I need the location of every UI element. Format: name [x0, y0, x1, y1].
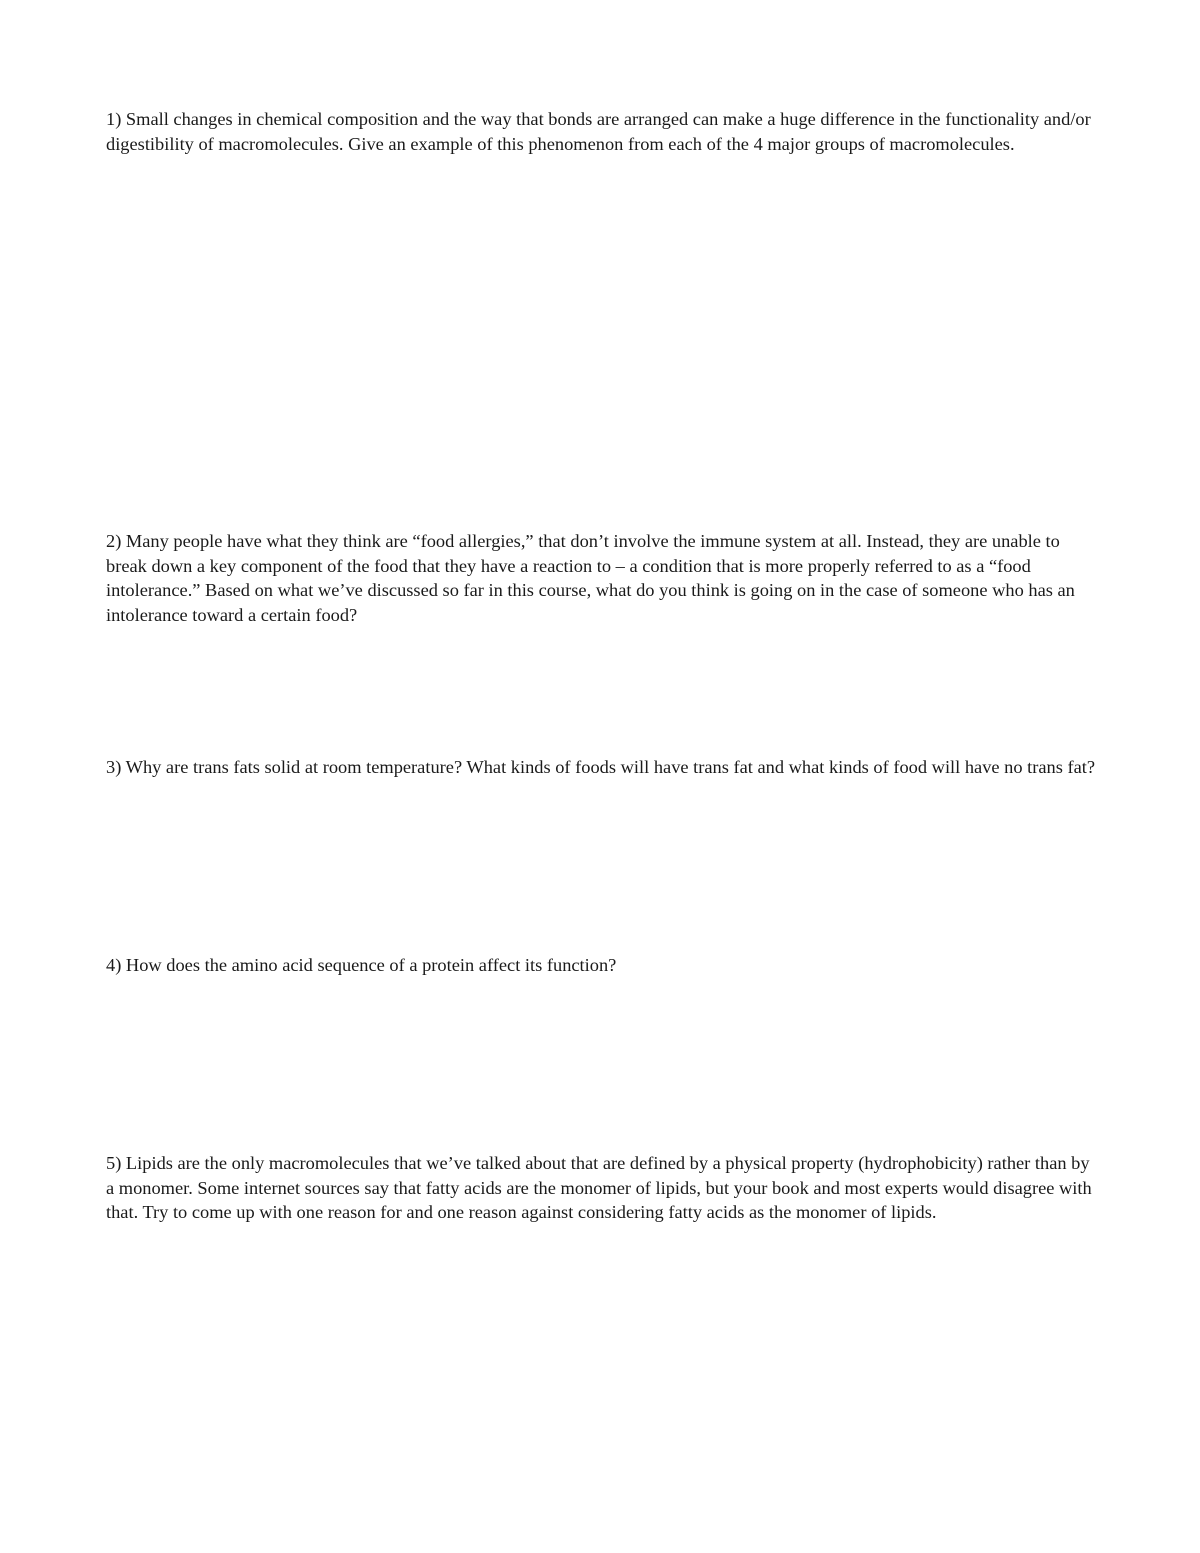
- question-4: 4) How does the amino acid sequence of a protein affect its function?: [106, 955, 617, 975]
- question-1: 1) Small changes in chemical composition and the way that bonds are arranged can make a huge difference in the functionality and/or digestibility of macromolecules. Give an example of this phenomenon from each of the 4 major groups of macromolecules.: [106, 109, 1091, 154]
- question-3: 3) Why are trans fats solid at room temperature? What kinds of foods will have trans fat and what kinds of food will have no trans fat?: [106, 757, 1096, 777]
- question-5: 5) Lipids are the only macromolecules that we’ve talked about that are defined by a physical property (hydrophobicity) rather than by a monomer. Some internet sources say that fatty acids are the monomer of lipids, but your book and most experts would disagree with that. Try to come up with one reason for and one reason against considering fatty acids as the monomer of lipids.: [106, 1153, 1092, 1223]
- question-2: 2) Many people have what they think are “food allergies,” that don’t involve the immune system at all. Instead, they are unable to break down a key component of the food that they have a reaction to – a condition that is more properly referred to as a “food intolerance.” Based on what we’ve discussed so far in this course, what do you think is going on in the case of someone who has an intolerance toward a certain food?: [106, 531, 1075, 626]
